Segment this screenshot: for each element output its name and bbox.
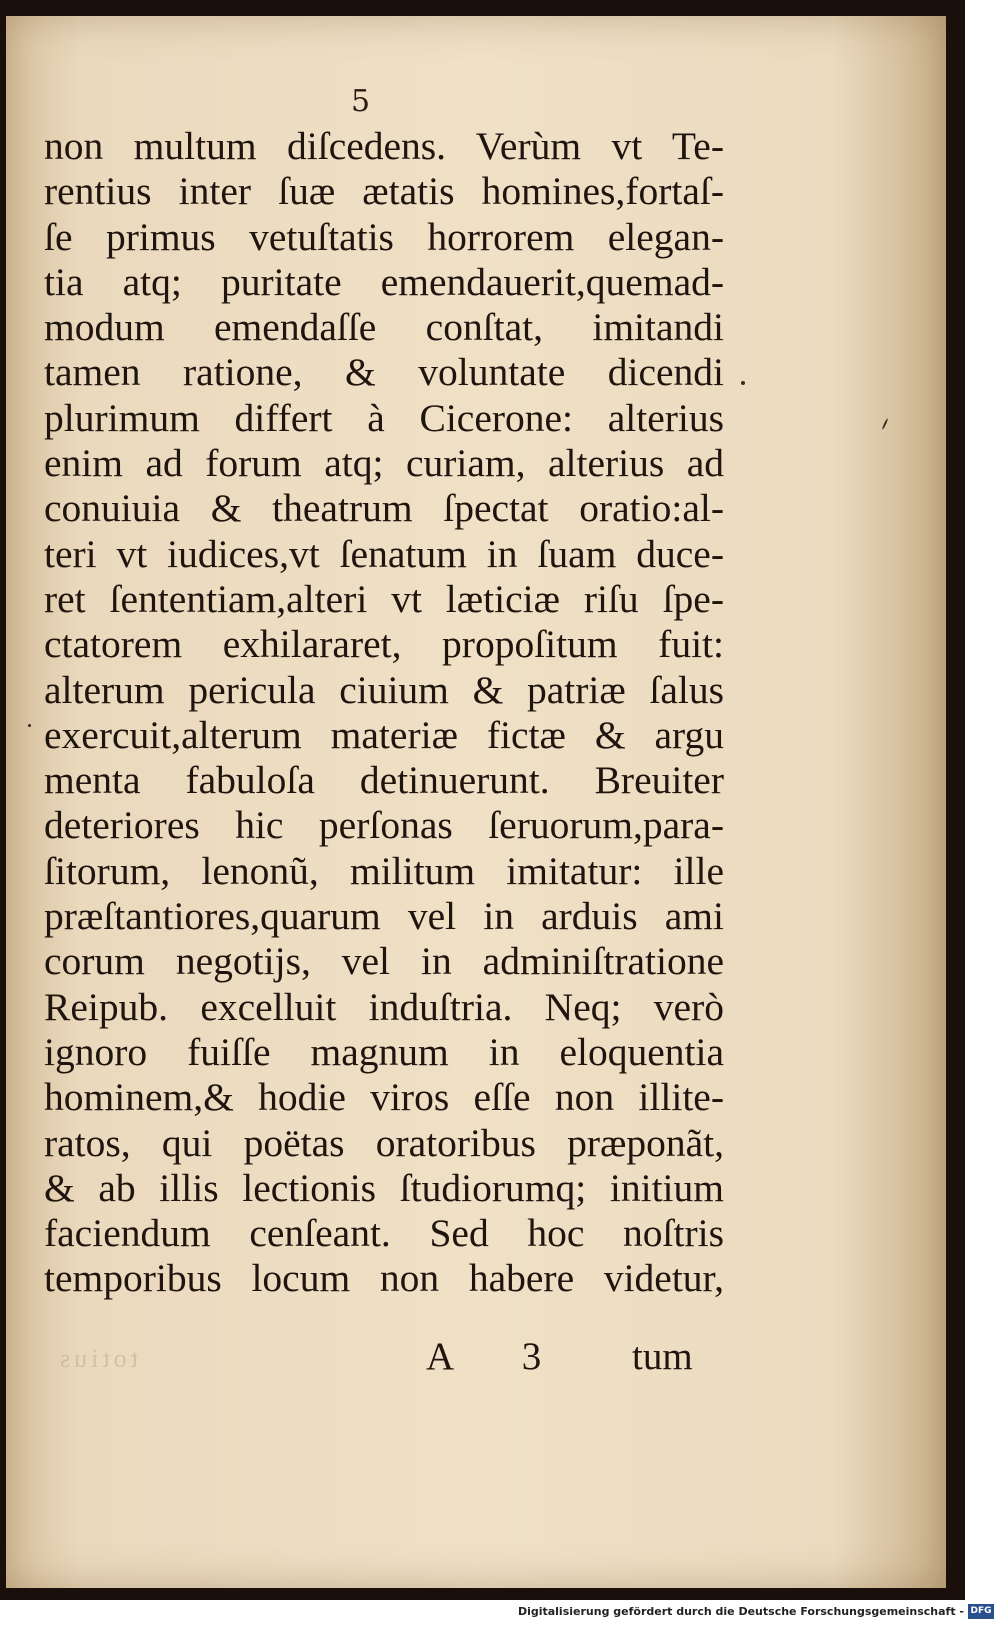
credit-bar xyxy=(0,1600,1000,1625)
text-line: Reipub. excelluit induſtria. Neq; verò xyxy=(44,984,724,1029)
funding-credit: Digitalisierung gefördert durch die Deutsche Forschungsgemeinschaft - xyxy=(517,1605,964,1618)
text-line: menta fabuloſa detinuerunt. Breuiter xyxy=(44,758,724,803)
text-line: exercuit,alterum materiæ fictæ & argu xyxy=(44,712,724,757)
signature-mark: A 3 xyxy=(426,1335,572,1378)
text-line: tamen ratione, & voluntate dicendi xyxy=(44,350,724,395)
text-line: plurimum differt à Cicerone: alterius xyxy=(44,395,724,440)
text-line: non multum diſcedens. Verùm vt Te- xyxy=(44,124,724,168)
ink-speck xyxy=(882,418,889,430)
page-number: 5 xyxy=(351,84,371,119)
text-line: ratos, qui poëtas oratoribus præponãt, xyxy=(44,1120,724,1165)
text-line: teri vt iudices,vt ſenatum in ſuam duce- xyxy=(44,531,724,576)
text-line: enim ad forum atq; curiam, alterius ad xyxy=(44,441,724,486)
text-line: ctatorem exhilararet, propoſitum fuit: xyxy=(44,622,724,667)
text-line: ret ſententiam,alteri vt læticiæ riſu ſpe- xyxy=(44,576,724,621)
text-line: rentius inter ſuæ ætatis homines,fortaſ- xyxy=(44,169,724,214)
ink-speck xyxy=(741,381,745,385)
dfg-logo-icon: DFG xyxy=(968,1604,994,1619)
text-line: & ab illis lectionis ſtudiorumq; initium xyxy=(44,1165,724,1210)
text-line: alterum pericula ciuium & patriæ ſalus xyxy=(44,667,724,712)
text-line: ſe primus vetuſtatis horrorem elegan- xyxy=(44,214,724,259)
text-line: deteriores hic perſonas ſeruorum,para- xyxy=(44,803,724,848)
text-line: conuiuia & theatrum ſpectat oratio:al- xyxy=(44,486,724,531)
ink-speck xyxy=(28,724,31,727)
text-line: præſtantiores,quarum vel in arduis ami xyxy=(44,894,724,939)
book-page xyxy=(6,16,946,1588)
text-line: tia atq; puritate emendauerit,quemad- xyxy=(44,259,724,304)
catchword: tum xyxy=(632,1335,693,1378)
body-text xyxy=(44,124,724,1302)
text-line: temporibus locum non habere videtur, xyxy=(44,1256,724,1301)
text-line: faciendum cenſeant. Sed hoc noſtris xyxy=(44,1211,724,1256)
text-line: ſitorum, lenonũ, militum imitatur: ille xyxy=(44,848,724,893)
text-line: corum negotijs, vel in adminiſtratione xyxy=(44,939,724,984)
bleed-through-text: totius xyxy=(56,1344,138,1373)
text-line: ignoro fuiſſe magnum in eloquentia xyxy=(44,1029,724,1074)
text-line: modum emendaſſe conſtat, imitandi xyxy=(44,305,724,350)
text-line: hominem,& hodie viros eſſe non illite- xyxy=(44,1075,724,1120)
